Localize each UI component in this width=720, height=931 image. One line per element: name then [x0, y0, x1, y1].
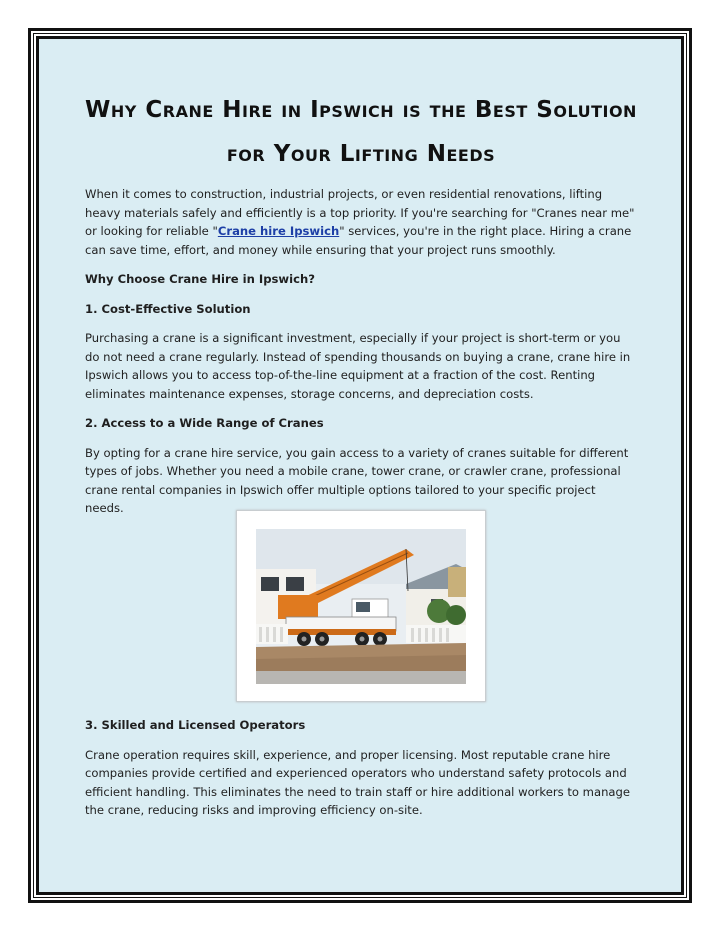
- why-choose-heading: Why Choose Crane Hire in Ipswich?: [85, 272, 315, 286]
- section-2-text: By opting for a crane hire service, you gain access to a variety of cranes suitable for different types of jobs. Whether you need a mobile crane, tower crane, or crawler crane, professional crane rental companies in Ipswich offer multiple options tailored to your specific project needs.: [85, 445, 629, 515]
- section-3-text: Crane operation requires skill, experience, and proper licensing. Most reputable crane hire companies provide certified and experienced operators who understand safety protocols and efficient handling. This eliminates the need to train staff or hire additional workers to manage the crane, reducing risks and improving efficiency on-site.: [85, 747, 631, 817]
- section-1-heading: 1. Cost-Effective Solution: [85, 301, 251, 316]
- section-3-heading: 3. Skilled and Licensed Operators: [85, 718, 306, 732]
- intro-text-end: " services, you're in the right place. Hiring a crane can save time, effort, and money while ensuring that your project runs smoothly.: [85, 224, 632, 257]
- section-2-heading: 2. Access to a Wide Range of Cranes: [85, 416, 324, 430]
- intro-text-start: When it comes to construction, industrial projects, or even residential renovations, lifting heavy materials safely and efficiently is a top priority. If you're searching for "Cranes near me" or looking for reliable ": [85, 187, 635, 238]
- crane-hire-ipswich-link[interactable]: Crane hire Ipswich: [217, 224, 340, 238]
- document-body-lower: [85, 716, 637, 820]
- crane-photo-frame: [236, 510, 486, 702]
- document-body: [85, 84, 637, 518]
- section-1-text: Purchasing a crane is a significant investment, especially if your project is short-term or you do not need a crane regularly. Instead of spending thousands on buying a crane, crane hire in Ipswich allows you to access top-of-the-line equipment at a fraction of the cost. Renting eliminates maintenance expenses, storage concerns, and depreciation costs.: [85, 331, 631, 401]
- crane-photo: [256, 529, 466, 684]
- document-title: Why Crane Hire in Ipswich is the Best Solution for Your Lifting Needs: [85, 97, 637, 167]
- intro-paragraph: [85, 185, 637, 259]
